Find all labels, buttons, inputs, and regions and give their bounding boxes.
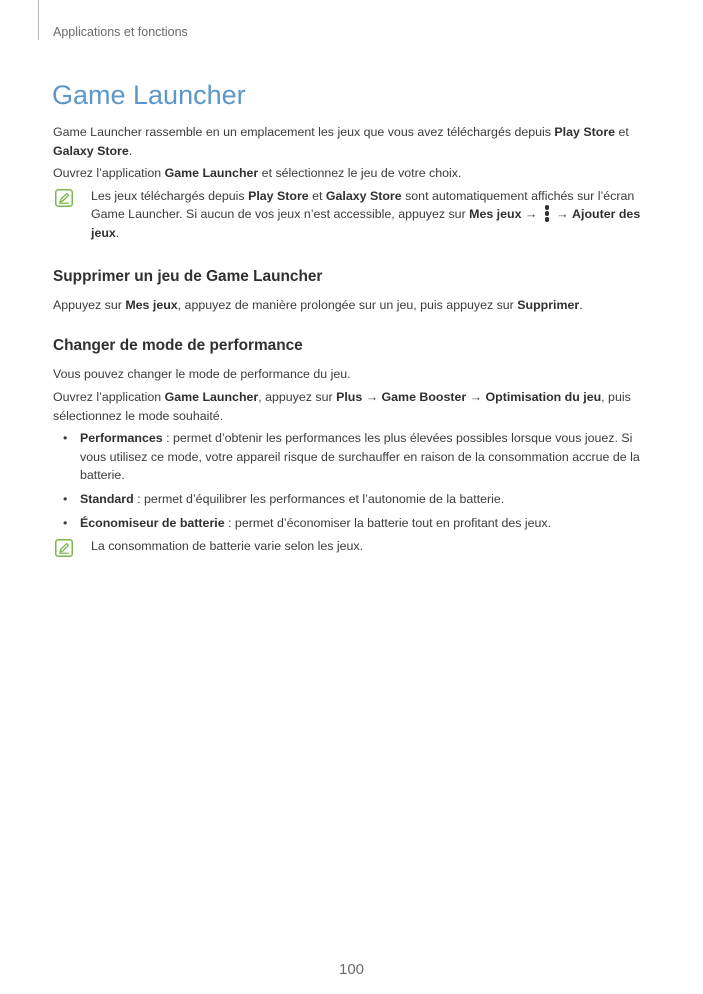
perf-paragraph-2 — [53, 388, 645, 425]
list-item-text: : permet d’équilibrer les performances et l’autonomie de la batterie. — [133, 491, 505, 506]
play-store-term: Play Store — [554, 125, 616, 139]
arrow: → — [552, 207, 573, 222]
text: , puis sélectionnez le mode souhaité. — [53, 389, 631, 423]
page-content — [53, 123, 645, 556]
text: . — [128, 143, 133, 158]
game-launcher-term: Game Launcher — [164, 166, 259, 181]
performance-modes-list — [53, 429, 645, 532]
note-icon — [55, 189, 73, 207]
play-store-term: Play Store — [248, 188, 309, 203]
supprimer-term: Supprimer — [517, 298, 580, 313]
galaxy-store-term: Galaxy Store — [53, 143, 129, 158]
list-item-text: : permet d’économiser la batterie tout en profitant des jeux. — [224, 515, 552, 530]
note-text: La consommation de batterie varie selon les jeux. — [91, 539, 364, 554]
text: et — [308, 188, 326, 203]
arrow: → — [362, 389, 382, 404]
text: . — [579, 298, 583, 313]
text: Appuyez sur — [53, 298, 126, 313]
list-item-term: Performances — [80, 431, 163, 446]
list-item — [53, 429, 645, 485]
list-item-term: Économiseur de batterie — [80, 515, 225, 530]
section-heading-delete: Supprimer un jeu de Game Launcher — [53, 267, 323, 285]
list-item-term: Standard — [80, 491, 134, 506]
perf-paragraph-1: Vous pouvez changer le mode de performance du jeu. — [53, 367, 351, 382]
page-number: 100 — [338, 961, 365, 978]
game-booster-term: Game Booster — [381, 389, 467, 404]
text: , appuyez de manière prolongée sur un jeu, puis appuyez sur — [177, 298, 518, 313]
note-block-1 — [53, 187, 645, 243]
bullet-dot: • — [63, 491, 68, 506]
list-item — [53, 490, 645, 509]
intro-paragraph-1 — [53, 123, 645, 160]
text: Les jeux téléchargés depuis — [91, 188, 249, 203]
optimisation-term: Optimisation du jeu — [485, 389, 602, 404]
intro-paragraph-2 — [53, 164, 645, 183]
section-heading-performance: Changer de mode de performance — [53, 336, 303, 354]
list-item — [53, 514, 645, 533]
list-item-text: : permet d’obtenir les performances les plus élevées possibles lorsque vous jouez. Si vous utilisez ce mode, votre appareil risque de surchauffer en raison de la consommation accrue de la batterie. — [80, 431, 640, 483]
more-options-icon — [544, 205, 550, 221]
plus-term: Plus — [336, 389, 363, 404]
mes-jeux-term: Mes jeux — [469, 207, 522, 222]
mes-jeux-term: Mes jeux — [125, 298, 178, 313]
arrow: → — [466, 389, 486, 404]
text: Ouvrez l’application — [53, 166, 165, 181]
text: et sélectionnez le jeu de votre choix. — [258, 166, 462, 181]
text: , appuyez sur — [258, 389, 337, 404]
note-block-2 — [53, 537, 645, 556]
note-icon — [55, 539, 73, 557]
text: . — [115, 225, 120, 240]
text: Ouvrez l’application — [53, 389, 165, 404]
ajouter-des-jeux-term: Ajouter des jeux — [91, 207, 641, 240]
arrow: → — [521, 207, 541, 222]
header-rule — [38, 0, 39, 40]
text: et — [615, 125, 629, 139]
text: Game Launcher rassemble en un emplacement les jeux que vous avez téléchargés depuis — [53, 125, 555, 139]
section-header: Applications et fonctions — [53, 25, 188, 39]
bullet-dot: • — [63, 515, 68, 530]
text: sont automatiquement affichés sur l’écran Game Launcher. Si aucun de vos jeux n’est accessible, appuyez sur — [91, 188, 635, 222]
game-launcher-term: Game Launcher — [164, 389, 259, 404]
page-title: Game Launcher — [52, 80, 246, 110]
bullet-dot: • — [63, 431, 68, 446]
delete-paragraph — [53, 296, 645, 315]
galaxy-store-term: Galaxy Store — [325, 188, 402, 203]
